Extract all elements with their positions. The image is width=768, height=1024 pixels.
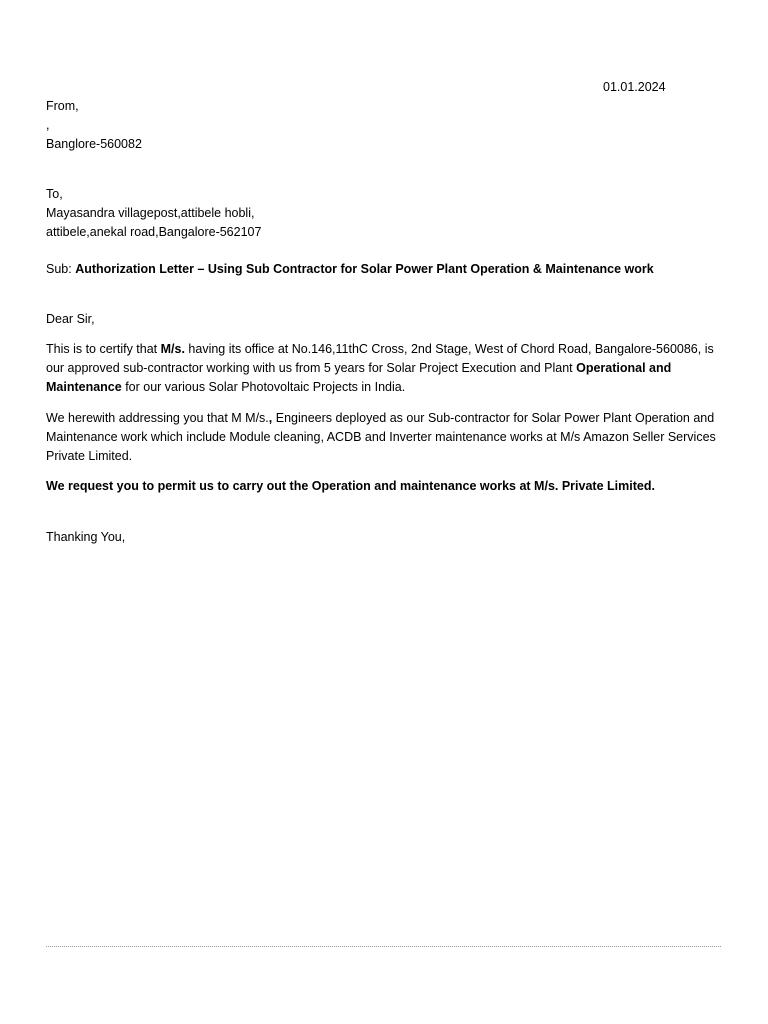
to-line-1: Mayasandra villagepost,attibele hobli, [46, 206, 255, 220]
para1-text-1: This is to certify that [46, 342, 161, 356]
subject-text: Authorization Letter – Using Sub Contractor for Solar Power Plant Operation & Maintenance work [75, 262, 654, 276]
paragraph-engineers [46, 409, 722, 466]
para2-text-2: Engineers deployed as our Sub-contractor for Solar Power Plant Operation and Maintenance work which include Module cleaning, ACDB and Inverter maintenance works at M/s Amazon Seller Services Private Limited. [46, 411, 716, 463]
letter-date: 01.01.2024 [603, 80, 666, 94]
to-label: To, [46, 187, 63, 201]
paragraph-certification [46, 340, 722, 397]
from-label: From, [46, 99, 79, 113]
subject-line [46, 260, 722, 279]
to-line-2: attibele,anekal road,Bangalore-562107 [46, 225, 262, 239]
para1-text-3: for our various Solar Photovoltaic Projects in India. [121, 380, 406, 394]
from-line-2: Banglore-560082 [46, 137, 142, 151]
footer-divider [46, 946, 721, 947]
from-address [46, 97, 722, 154]
paragraph-request [46, 477, 722, 496]
para1-bold-1: M/s. [160, 342, 185, 356]
salutation: Dear Sir, [46, 312, 95, 326]
para2-bold-1: , [268, 411, 273, 425]
to-address [46, 185, 722, 242]
para2-text-1: We herewith addressing you that M M/s. [46, 411, 269, 425]
from-line-1: , [46, 118, 50, 132]
para1-text-2: having its office at No.146,11thC Cross, 2nd Stage, West of Chord Road, Bangalore-560086, is our approved sub-contractor working with us from 5 years for Solar Project Execution and Plant [46, 342, 714, 375]
subject-prefix: Sub: [46, 262, 76, 276]
para1-bold-2: Operational and Maintenance [46, 361, 672, 394]
closing: Thanking You, [46, 530, 126, 544]
para3-bold: We request you to permit us to carry out the Operation and maintenance works at M/s. Private Limited. [46, 479, 655, 493]
